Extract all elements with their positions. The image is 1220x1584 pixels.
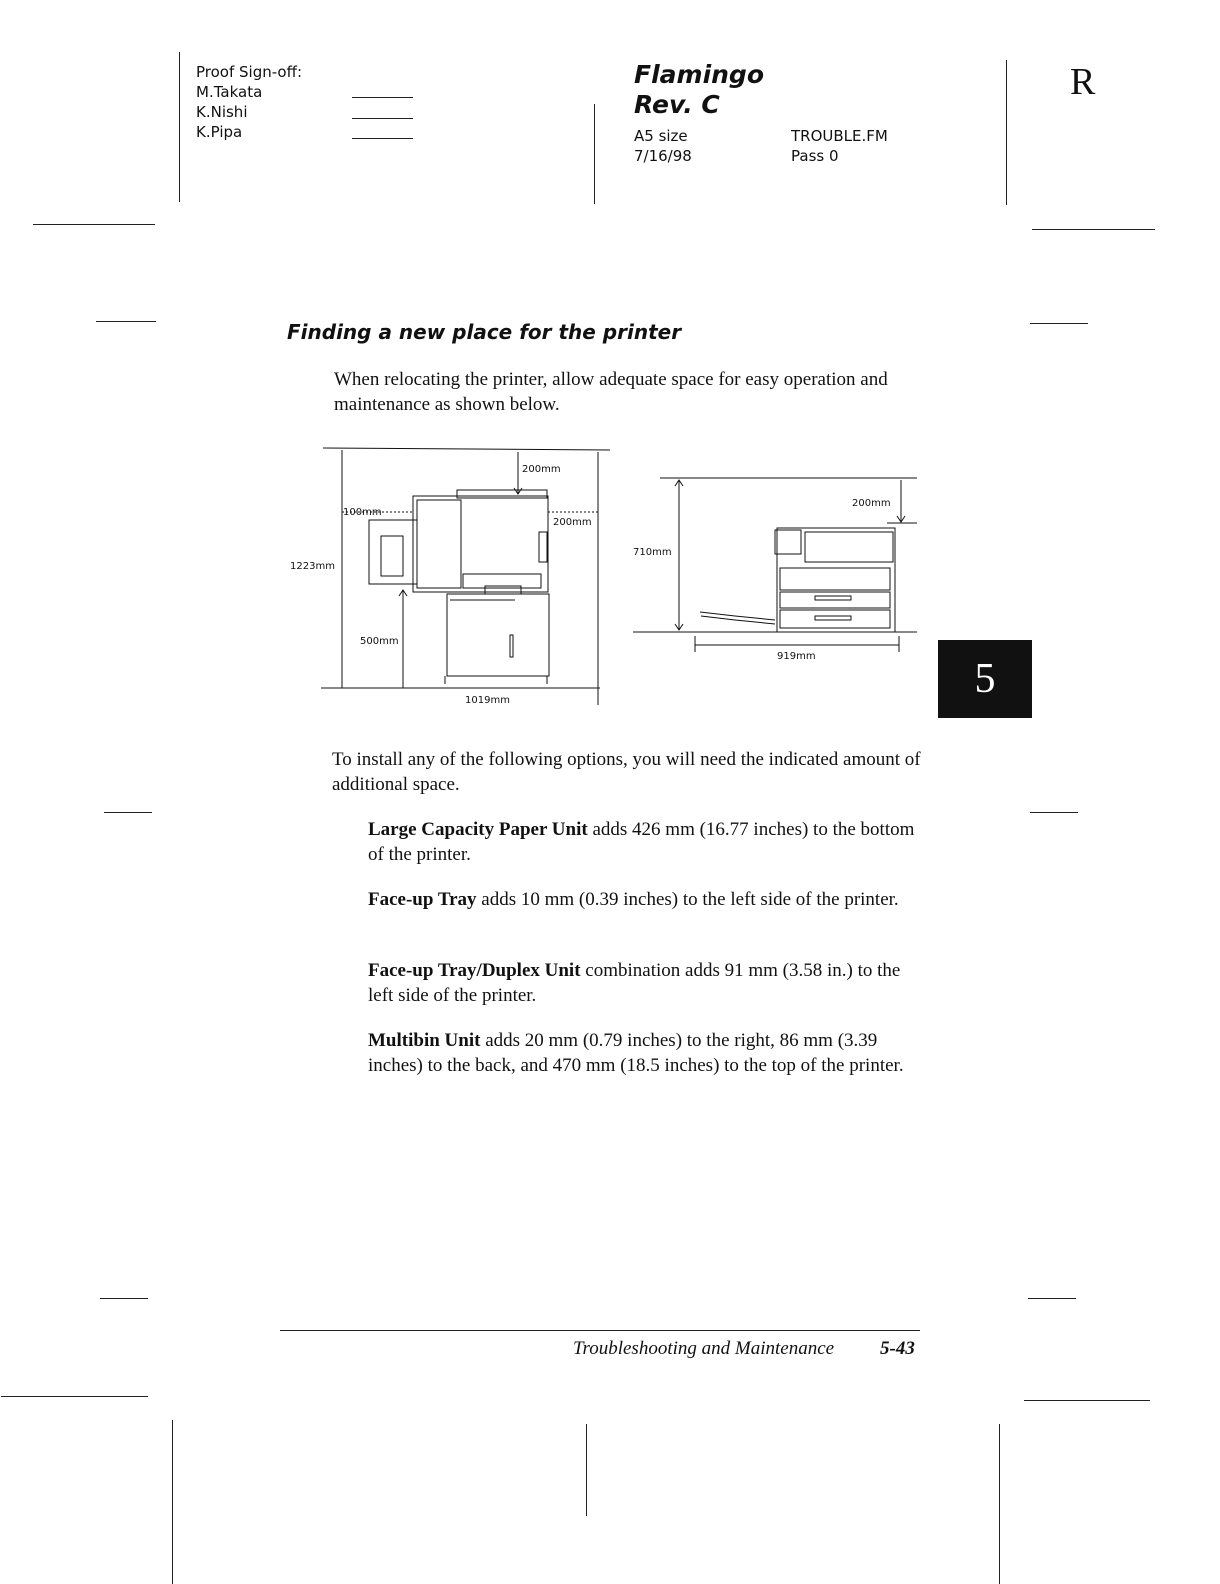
crop-mark	[586, 1424, 587, 1516]
option-face-up-duplex	[368, 958, 923, 1008]
option-large-capacity	[368, 817, 923, 867]
cabinet-outline	[447, 594, 549, 676]
doc-title-block	[634, 60, 764, 120]
crop-mark	[999, 1424, 1000, 1584]
crop-mark	[172, 1420, 173, 1584]
option-multibin	[368, 1028, 923, 1078]
option-face-up-tray	[368, 887, 923, 912]
option-name: Face-up Tray	[368, 889, 477, 910]
face-up-tray-outline	[369, 520, 417, 584]
duplex-tray-outline	[700, 612, 775, 620]
signature-line-3	[352, 138, 413, 139]
crop-mark	[1028, 1298, 1076, 1299]
page-number: 5-43	[880, 1338, 915, 1359]
height-total-label: 710mm	[633, 547, 672, 558]
doc-pass: Pass 0	[791, 147, 839, 165]
crop-mark	[1030, 323, 1088, 324]
crop-mark	[104, 812, 152, 813]
crop-mark	[1024, 1400, 1150, 1401]
top-clearance-label: 200mm	[852, 498, 891, 509]
back-boundary-line	[323, 448, 610, 450]
header-divider-right	[1006, 60, 1007, 205]
options-intro: To install any of the following options, you will need the indicated amount of additional space.	[332, 749, 921, 795]
chapter-tab: 5	[938, 640, 1032, 718]
doc-size: A5 size	[634, 127, 688, 145]
footer-rule	[280, 1330, 920, 1331]
crop-mark	[100, 1298, 148, 1299]
doc-revision: Rev. C	[634, 90, 720, 119]
footer-title: Troubleshooting and Maintenance	[573, 1338, 835, 1359]
crop-mark	[33, 224, 155, 225]
side-width-total-label: 919mm	[777, 651, 816, 662]
crop-mark	[1, 1396, 148, 1397]
header-divider-left	[179, 52, 180, 202]
option-text: combination adds 91 mm (3.58 in.) to the left side of the printer.	[368, 960, 901, 1006]
printer-body-outline	[413, 496, 548, 592]
section-intro: When relocating the printer, allow adequate space for easy operation and maintenance as shown below.	[334, 369, 888, 415]
proof-name-3: K.Pipa	[196, 123, 243, 141]
option-text: adds 426 mm (16.77 inches) to the bottom of the printer.	[368, 819, 915, 865]
crop-mark	[1032, 229, 1155, 230]
back-clearance-label: 200mm	[522, 464, 561, 475]
top-view-clearance-diagram	[285, 440, 620, 710]
left-clearance-label: 100mm	[343, 507, 382, 518]
doc-title: Flamingo	[634, 60, 765, 89]
doc-date: 7/16/98	[634, 147, 692, 165]
revision-letter: R	[1070, 61, 1096, 103]
depth-total-label: 1223mm	[290, 561, 335, 572]
option-name: Large Capacity Paper Unit	[368, 819, 588, 840]
crop-mark	[96, 321, 156, 322]
right-clearance-label: 200mm	[553, 517, 592, 528]
option-text: adds 10 mm (0.39 inches) to the left side of the printer.	[476, 889, 899, 910]
side-view-clearance-diagram	[625, 470, 925, 665]
front-clearance-label: 500mm	[360, 636, 399, 647]
option-text: adds 20 mm (0.79 inches) to the right, 86 mm (3.39 inches) to the back, and 470 mm (18.5 inches) to the top of the printer.	[368, 1030, 904, 1076]
proof-name-2: K.Nishi	[196, 103, 248, 121]
signature-line-2	[352, 118, 413, 119]
header-divider-middle	[594, 104, 595, 204]
option-name: Multibin Unit	[368, 1030, 481, 1051]
crop-mark	[1030, 812, 1078, 813]
width-total-label: 1019mm	[465, 695, 510, 706]
section-heading: Finding a new place for the printer	[287, 320, 682, 344]
signature-line-1	[352, 97, 413, 98]
option-name: Face-up Tray/Duplex Unit	[368, 960, 581, 981]
doc-file: TROUBLE.FM	[791, 127, 888, 145]
proof-signoff-label: Proof Sign-off:	[196, 63, 302, 81]
proof-signoff	[196, 62, 302, 142]
proof-name-1: M.Takata	[196, 83, 263, 101]
